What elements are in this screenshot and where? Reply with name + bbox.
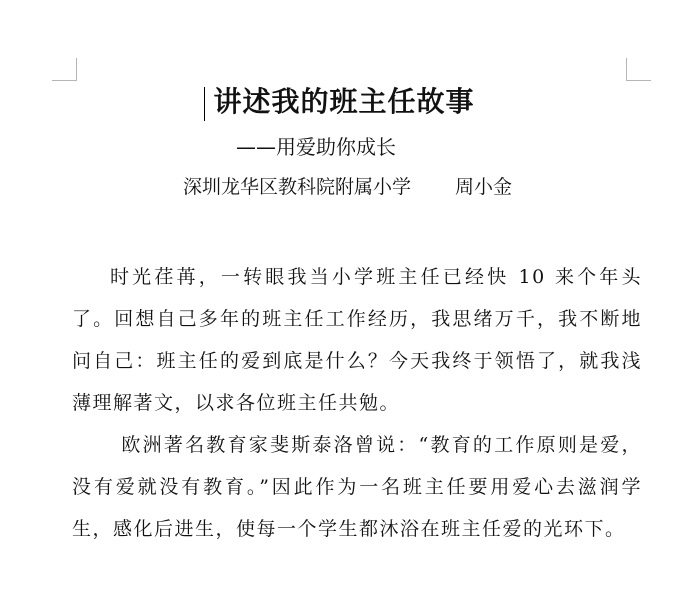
document-subtitle[interactable]: ——用爱助你成长 [236,135,396,159]
paragraph: 欧洲著名教育家斐斯泰洛曾说：“教育的工作原则是爱，没有爱就没有教育。”因此作为一名班主任要用爱心去滋润学生，感化后进生，使每一个学生都沐浴在班主任爱的光环下。 [72,434,642,540]
author-line[interactable] [183,173,512,201]
paragraph: 时光荏苒，一转眼我当小学班主任已经快 10 来个年头了。回想自己多年的班主任工作经历，我思绪万千，我不断地问自己：班主任的爱到底是什么？今天我终于领悟了，就我浅薄理解著文，以求各位班主任共勉。 [72,266,642,414]
document-body[interactable] [72,256,642,550]
author-name: 周小金 [455,176,513,198]
page-corner-mark-top-left [52,58,77,81]
document-title[interactable]: 讲述我的班主任故事 [213,85,475,118]
page-corner-mark-top-right [626,58,651,81]
author-school: 深圳龙华区教科院附属小学 [183,176,412,198]
